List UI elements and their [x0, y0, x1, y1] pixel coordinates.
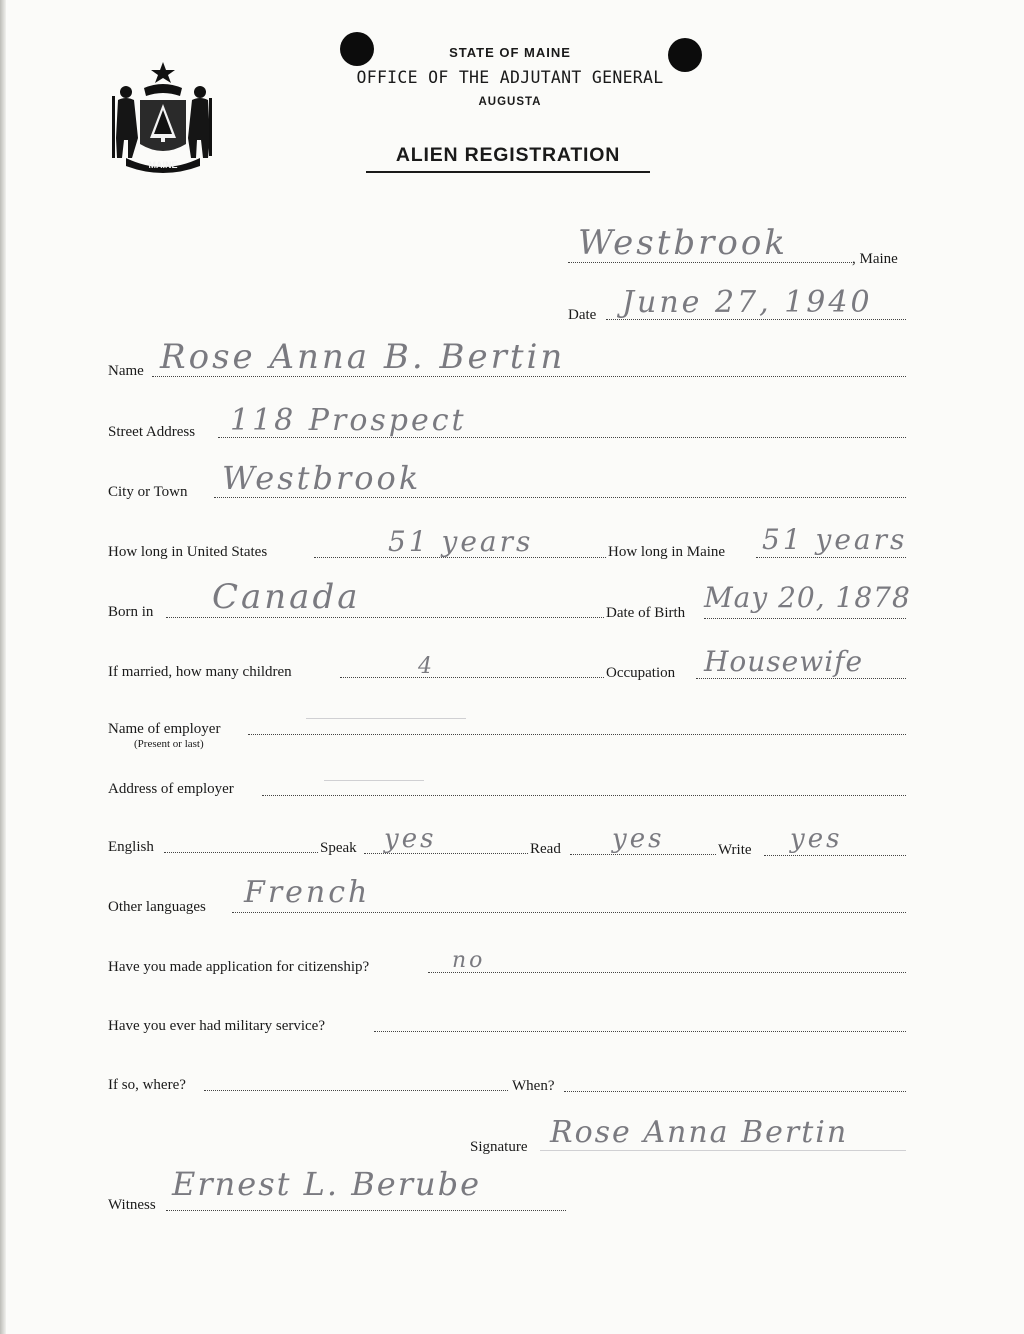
us-years-label: How long in United States — [108, 544, 268, 560]
signature-value: Rose Anna Bertin — [550, 1115, 849, 1150]
signature-label: Signature — [470, 1139, 528, 1155]
when-label: When? — [512, 1078, 555, 1094]
state-heading: STATE OF MAINE — [449, 45, 571, 60]
read-line — [570, 854, 716, 855]
witness-label: Witness — [108, 1197, 156, 1213]
military-label: Have you ever had military service? — [108, 1018, 325, 1034]
seal-banner-text: MAINE — [148, 160, 178, 170]
occupation-value: Housewife — [704, 645, 864, 678]
born-in-value: Canada — [212, 577, 361, 617]
other-languages-line — [232, 912, 906, 913]
citizenship-label: Have you made application for citizenship? — [108, 959, 370, 975]
citizenship-line — [428, 972, 906, 973]
place-suffix: , Maine — [852, 251, 898, 267]
date-value: June 27, 1940 — [622, 285, 873, 320]
english-label: English — [108, 839, 154, 855]
scan-edge — [0, 0, 6, 1334]
occupation-label: Occupation — [606, 665, 676, 681]
birth-date-value: May 20, 1878 — [704, 581, 911, 614]
other-languages-label: Other languages — [108, 899, 206, 915]
where-line — [204, 1090, 508, 1091]
employer-label: Name of employer — [108, 721, 221, 737]
born-in-line — [166, 617, 604, 618]
employer-sublabel: (Present or last) — [134, 738, 204, 750]
read-label: Read — [530, 841, 561, 857]
occupation-line — [696, 678, 906, 679]
form-title: ALIEN REGISTRATION — [366, 144, 650, 173]
speak-value: yes — [384, 824, 437, 854]
where-label: If so, where? — [108, 1077, 186, 1093]
witness-line — [166, 1210, 566, 1211]
speak-label: Speak — [320, 840, 357, 856]
maine-years-value: 51 years — [762, 523, 908, 556]
other-languages-value: French — [244, 875, 371, 910]
name-value: Rose Anna B. Bertin — [160, 337, 566, 377]
birth-date-line — [704, 618, 906, 619]
english-line — [164, 852, 318, 853]
children-value: 4 — [418, 654, 435, 679]
employer-address-label: Address of employer — [108, 781, 234, 797]
write-value: yes — [790, 824, 843, 854]
place-value: Westbrook — [578, 223, 788, 263]
birth-date-label: Date of Birth — [606, 605, 686, 621]
maine-years-label: How long in Maine — [608, 544, 726, 560]
city-value: Westbrook — [222, 459, 422, 497]
street-value: 118 Prospect — [230, 403, 467, 438]
witness-value: Ernest L. Berube — [172, 1165, 482, 1203]
street-label: Street Address — [108, 424, 196, 440]
born-in-label: Born in — [108, 604, 154, 620]
maine-state-seal-icon — [108, 58, 218, 176]
employer-address-blank-stroke — [324, 780, 424, 781]
employer-line — [248, 734, 906, 735]
maine-years-line — [756, 557, 906, 558]
city-label: City or Town — [108, 484, 188, 500]
military-line — [374, 1031, 906, 1032]
write-line — [764, 855, 906, 856]
children-line — [340, 677, 604, 678]
children-label: If married, how many children — [108, 664, 292, 680]
city-heading: AUGUSTA — [478, 96, 542, 108]
signature-line — [540, 1150, 906, 1151]
date-label: Date — [568, 307, 597, 323]
write-label: Write — [718, 842, 752, 858]
office-heading: OFFICE OF THE ADJUTANT GENERAL — [356, 68, 664, 87]
read-value: yes — [612, 824, 665, 854]
employer-address-line — [262, 795, 906, 796]
employer-blank-stroke — [306, 718, 466, 719]
when-line — [564, 1091, 906, 1092]
name-label: Name — [108, 363, 144, 379]
citizenship-value: no — [452, 948, 486, 973]
us-years-value: 51 years — [388, 525, 534, 558]
city-line — [214, 497, 906, 498]
